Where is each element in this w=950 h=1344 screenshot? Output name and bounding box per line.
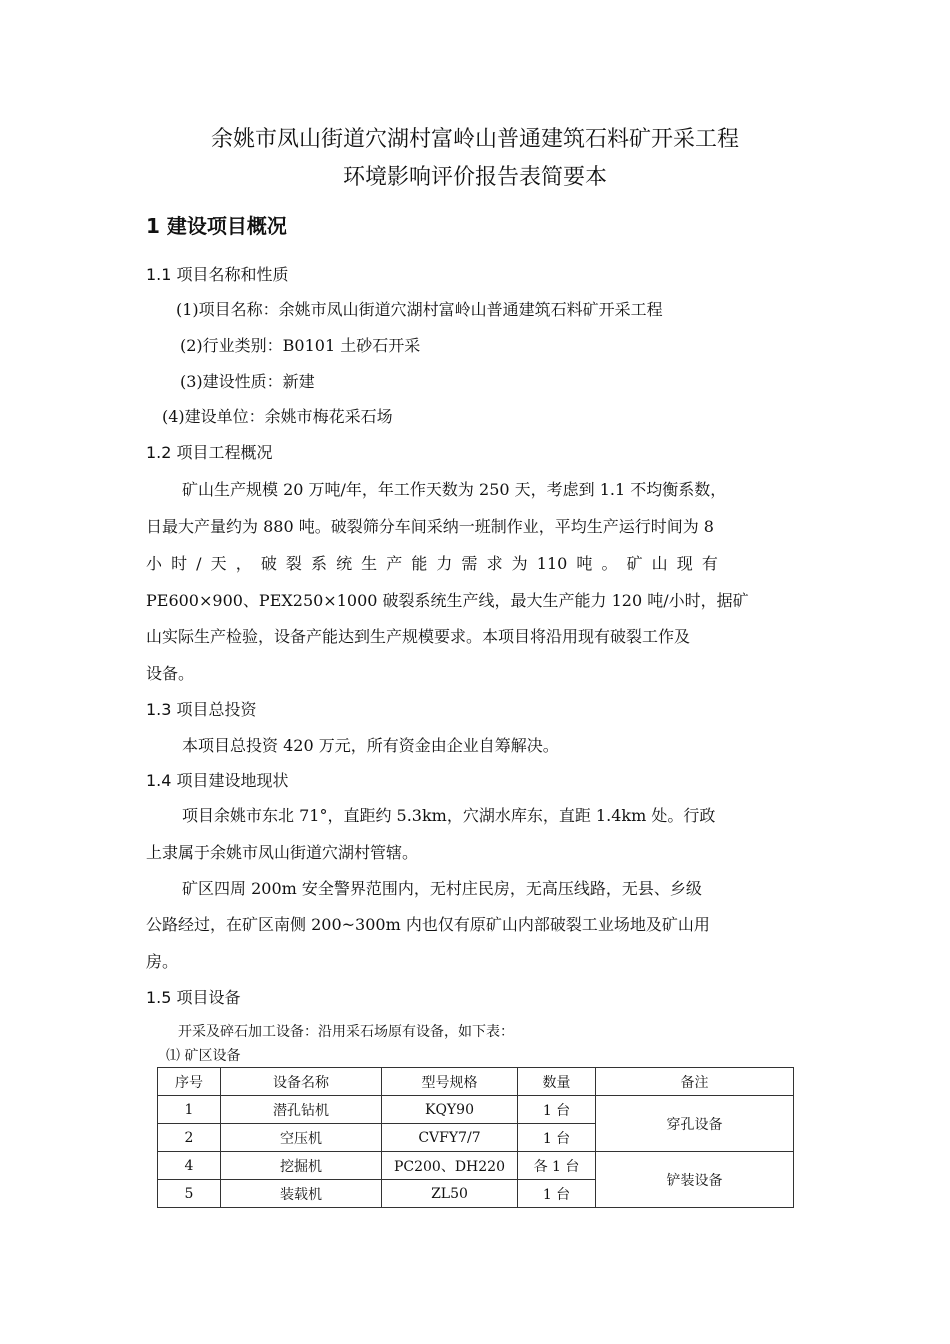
cell-model: PC200、DH220: [382, 1152, 518, 1180]
table-header-row: [158, 1068, 794, 1096]
paragraph-line: 矿山生产规模 20 万吨/年，年工作天数为 250 天，考虑到 1.1 不均衡系数，: [182, 480, 727, 499]
cell-remark-drilling: 穿孔设备: [596, 1096, 794, 1152]
cell-remark-loading: 铲装设备: [596, 1152, 794, 1208]
section-1-1-heading: 1.1 项目名称和性质: [146, 265, 289, 284]
equipment-table: [157, 1067, 794, 1208]
item-construction-nature: (3)建设性质：新建: [180, 372, 315, 391]
item-construction-unit: (4)建设单位：余姚市梅花采石场: [162, 407, 393, 426]
header-model: 型号规格: [382, 1068, 518, 1096]
section-1-5-heading: 1.5 项目设备: [146, 988, 241, 1007]
doc-title-line2: 环境影响评价报告表简要本: [342, 165, 607, 190]
header-remarks: 备注: [596, 1068, 794, 1096]
paragraph-line: 上隶属于余姚市凤山街道穴湖村管辖。: [146, 843, 419, 862]
cell-seq: 2: [158, 1124, 221, 1152]
paragraph-line: 设备。: [146, 664, 195, 683]
cell-quantity: 1 台: [518, 1124, 596, 1152]
table-row: [158, 1096, 794, 1124]
section-1-2-heading: 1.2 项目工程概况: [146, 443, 273, 462]
cell-equipment-name: 潜孔钻机: [221, 1096, 382, 1124]
paragraph-line: 山实际生产检验，设备产能达到生产规模要求。本项目将沿用现有破裂工作及: [146, 627, 691, 646]
cell-quantity: 1 台: [518, 1096, 596, 1124]
cell-seq: 5: [158, 1180, 221, 1208]
cell-model: ZL50: [382, 1180, 518, 1208]
paragraph-line: PE600×900、PEX250×1000 破裂系统生产线，最大生产能力 120 吨/小时，据矿: [146, 591, 749, 610]
table-row: [158, 1152, 794, 1180]
cell-seq: 1: [158, 1096, 221, 1124]
paragraph-line: 房。: [146, 952, 179, 971]
cell-quantity: 各 1 台: [518, 1152, 596, 1180]
investment-text: 本项目总投资 420 万元，所有资金由企业自筹解决。: [182, 736, 559, 755]
item-project-name: (1)项目名称：余姚市凤山街道穴湖村富岭山普通建筑石料矿开采工程: [176, 300, 663, 319]
paragraph-line: 公路经过，在矿区南侧 200~300m 内也仅有原矿山内部破裂工业场地及矿山用: [146, 915, 710, 934]
cell-equipment-name: 挖掘机: [221, 1152, 382, 1180]
equipment-intro: 开采及碎石加工设备：沿用采石场原有设备，如下表：: [178, 1024, 514, 1040]
cell-quantity: 1 台: [518, 1180, 596, 1208]
cell-equipment-name: 空压机: [221, 1124, 382, 1152]
table-caption: ⑴ 矿区设备: [166, 1048, 241, 1064]
section-1-heading: 1 建设项目概况: [146, 214, 287, 238]
section-1-3-heading: 1.3 项目总投资: [146, 700, 257, 719]
paragraph-line: 项目余姚市东北 71°，直距约 5.3km，穴湖水库东，直距 1.4km 处。行政: [182, 806, 716, 825]
header-equipment-name: 设备名称: [221, 1068, 382, 1096]
cell-model: CVFY7/7: [382, 1124, 518, 1152]
paragraph-line: 矿区四周 200m 安全警界范围内，无村庄民房，无高压线路，无县、乡级: [182, 879, 702, 898]
paragraph-line: 日最大产量约为 880 吨。破裂筛分车间采纳一班制作业，平均生产运行时间为 8: [146, 517, 714, 536]
paragraph-line: 小 时 / 天 ， 破 裂 系 统 生 产 能 力 需 求 为 110 吨 。 矿 山 现 有: [146, 554, 718, 573]
doc-title-line1: 余姚市凤山街道穴湖村富岭山普通建筑石料矿开采工程: [210, 127, 739, 152]
cell-model: KQY90: [382, 1096, 518, 1124]
section-1-4-heading: 1.4 项目建设地现状: [146, 771, 289, 790]
header-seq: 序号: [158, 1068, 221, 1096]
header-quantity: 数量: [518, 1068, 596, 1096]
cell-seq: 4: [158, 1152, 221, 1180]
item-industry-type: (2)行业类别：B0101 土砂石开采: [180, 336, 421, 355]
cell-equipment-name: 装载机: [221, 1180, 382, 1208]
